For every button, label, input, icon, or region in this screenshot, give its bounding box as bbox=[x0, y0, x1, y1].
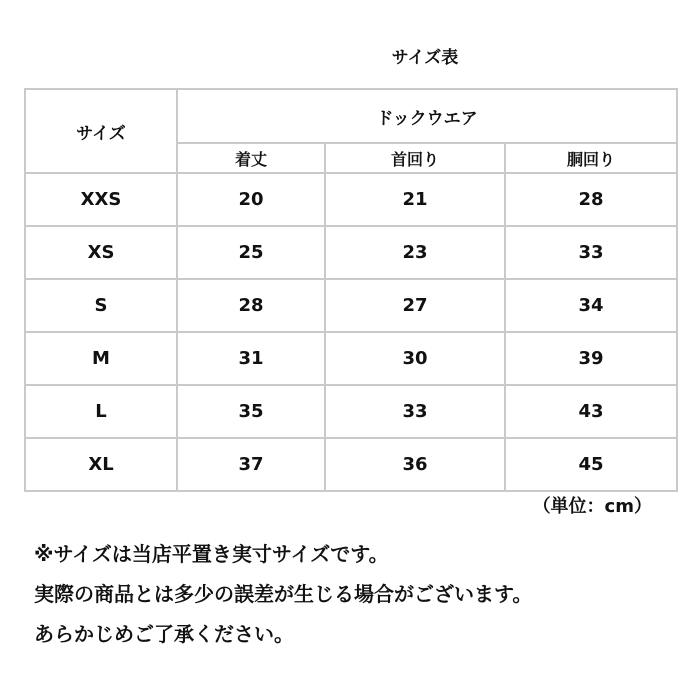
neck-cell: 30 bbox=[325, 332, 505, 385]
size-label: S bbox=[25, 279, 177, 332]
neck-cell: 21 bbox=[325, 173, 505, 226]
table-row bbox=[25, 385, 677, 438]
chest-cell: 28 bbox=[505, 173, 677, 226]
length-cell: 28 bbox=[177, 279, 325, 332]
column-header-chest: 胴回り bbox=[505, 143, 677, 173]
neck-cell: 33 bbox=[325, 385, 505, 438]
chest-cell: 39 bbox=[505, 332, 677, 385]
length-cell: 25 bbox=[177, 226, 325, 279]
length-cell: 20 bbox=[177, 173, 325, 226]
size-label: XS bbox=[25, 226, 177, 279]
table-row bbox=[25, 226, 677, 279]
dogwear-group-header: ドックウエア bbox=[177, 89, 677, 143]
length-cell: 35 bbox=[177, 385, 325, 438]
length-cell: 37 bbox=[177, 438, 325, 491]
table-row bbox=[25, 332, 677, 385]
note-line: あらかじめご了承ください。 bbox=[34, 622, 294, 646]
size-label: XL bbox=[25, 438, 177, 491]
chest-cell: 33 bbox=[505, 226, 677, 279]
table-row bbox=[25, 438, 677, 491]
column-header-neck: 首回り bbox=[325, 143, 505, 173]
size-column-header: サイズ bbox=[25, 89, 177, 173]
size-label: L bbox=[25, 385, 177, 438]
size-label: M bbox=[25, 332, 177, 385]
length-cell: 31 bbox=[177, 332, 325, 385]
chest-cell: 34 bbox=[505, 279, 677, 332]
size-table bbox=[24, 88, 678, 492]
table-row bbox=[25, 279, 677, 332]
table-row bbox=[25, 173, 677, 226]
disclaimer-notes bbox=[34, 534, 674, 654]
neck-cell: 27 bbox=[325, 279, 505, 332]
neck-cell: 36 bbox=[325, 438, 505, 491]
chest-cell: 45 bbox=[505, 438, 677, 491]
column-header-length: 着丈 bbox=[177, 143, 325, 173]
unit-note: （単位：cm） bbox=[532, 496, 652, 517]
note-line: 実際の商品とは多少の誤差が生じる場合がございます。 bbox=[34, 582, 533, 606]
neck-cell: 23 bbox=[325, 226, 505, 279]
note-line: ※サイズは当店平置き実寸サイズです。 bbox=[34, 542, 389, 566]
page-title: サイズ表 bbox=[391, 48, 459, 68]
size-label: XXS bbox=[25, 173, 177, 226]
chest-cell: 43 bbox=[505, 385, 677, 438]
table-header-row bbox=[25, 89, 677, 143]
